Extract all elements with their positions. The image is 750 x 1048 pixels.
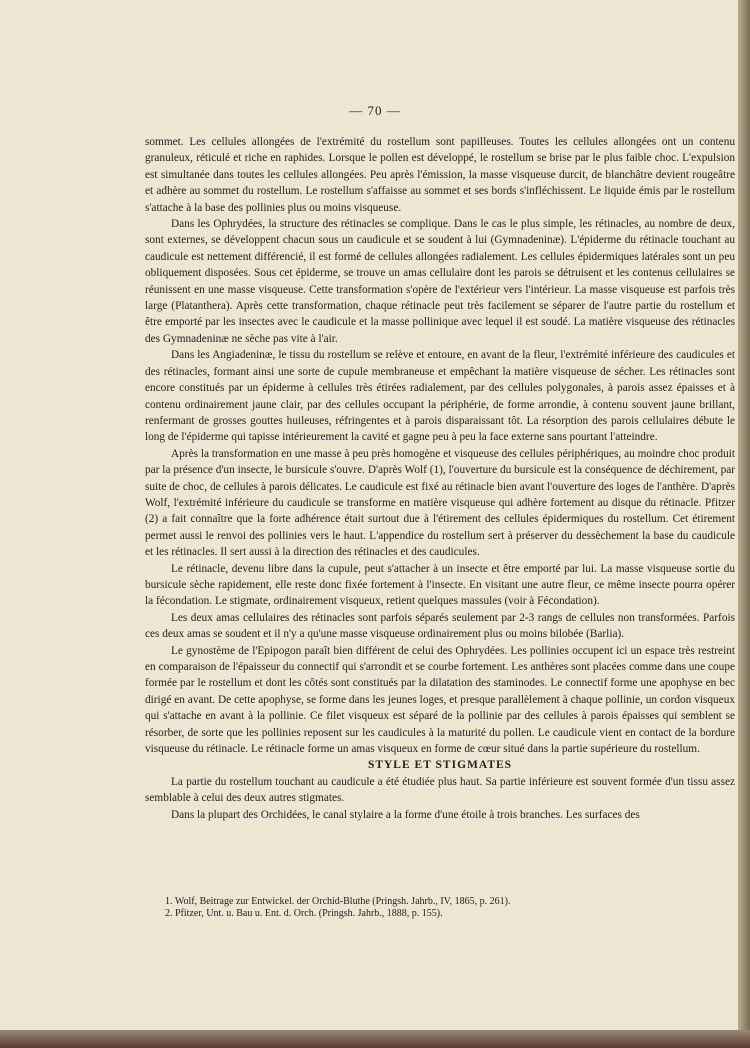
section-paragraph-1: La partie du rostellum touchant au caudicule a été étudiée plus haut. Sa partie inférieure est souvent formée d'un tissu assez semblable à celui des deux autres stigmates. — [145, 775, 735, 805]
paragraph-5: Le rétinacle, devenu libre dans la cupule, peut s'attacher à un insecte et être emporté par lui. La masse visqueuse sortie du bursicule sèche rapidement, elle reste donc fixée fortement à l'insecte. En visitant une autre fleur, ce même insecte pourra opérer la fécondation. Le stigmate, ordinairement visqueux, retient quelques massules (voir à Fécondation). — [145, 562, 735, 608]
footnote-1: 1. Wolf, Beitrage zur Entwickel. der Orchid-Bluthe (Pringsh. Jahrb., IV, 1865, p. 261). — [165, 896, 511, 907]
book-binding-edge — [738, 0, 750, 1048]
paragraph-3: Dans les Angiadeninæ, le tissu du rostellum se relève et entoure, en avant de la fleur, l'extrémité inférieure des caudicules et des rétinacles, formant ainsi une sorte de cupule membraneuse et empêchant la matière visqueuse de sécher. Les rétinacles sont encore constitués par un épiderme à cellules très étirées radialement, par des cellules polygonales, à parois assez épaisses et à contenu ordinairement jaune clair, par des cellules occupant la périphérie, de forme arrondie, à contenu souvent jaune brillant, renfermant de grosses gouttes huileuses, réfringentes et à parois disparaissant tôt. La résorption des parois cellulaires débute le long de l'épiderme qui tapisse intérieurement la cavité et gagne peu à peu la face externe sans pourtant l'atteindre. — [145, 349, 735, 444]
footnotes — [165, 896, 725, 920]
section-paragraph-2: Dans la plupart des Orchidées, le canal stylaire a la forme d'une étoile à trois branches. Les surfaces des — [171, 808, 640, 821]
paragraph-2: Dans les Ophrydées, la structure des rétinacles se complique. Dans le cas le plus simple, les rétinacles, au nombre de deux, sont externes, se développent chacun sous un caudicule et se soudent à lui (Gymnadeninæ). L'épiderme du rétinacle touchant au caudicule est nettement différencié, il est formé de cellules allongées radialement. Les cellules épidermiques latérales sont un peu obliquement disposées. Sous cet épiderme, se trouve un amas cellulaire dont les parois se détruisent et les contenus cellulaires se réunissent en une masse visqueuse. Cette transformation s'opère de l'extérieur vers l'intérieur. La masse visqueuse est parfois très large (Platanthera). Après cette transformation, chaque rétinacle peut très facilement se séparer de l'autre partie du rostellum et être emporté par les insectes avec le caudicule et la masse pollinique avec lequel il est soudé. La matière visqueuse des rétinacles des Gymnadeninæ ne sèche pas vite à l'air. — [145, 218, 735, 345]
footnote-2: 2. Pfitzer, Unt. u. Bau u. Ent. d. Orch. (Pringsh. Jahrb., 1888, p. 155). — [165, 908, 443, 919]
page-bottom-edge — [0, 1030, 750, 1048]
main-text — [145, 134, 735, 823]
paragraph-1: sommet. Les cellules allongées de l'extrémité du rostellum sont papilleuses. Toutes les cellules allongées ont un contenu granuleux, réticulé et riche en raphides. Lorsque le pollen est développé, le rostellum se brise par le plus faible choc. L'expulsion est simultanée dans toutes les cellules allongées. Peu après l'émission, la masse visqueuse durcit, de blanchâtre devient rougeâtre et adhère au sommet du rostellum. Le rostellum s'affaisse au sommet et ses bords s'infléchissent. Le liquide émis par le rostellum s'attache à la base des pollinies plus ou moins visqueuse. — [145, 136, 735, 214]
page-number: — 70 — — [349, 103, 401, 118]
paragraph-7: Le gynostème de l'Epipogon paraît bien différent de celui des Ophrydées. Les pollinies occupent ici un espace très restreint en comparaison de l'épaisseur du connectif qui s'arrondit et se courbe fortement. Les anthères sont placées comme dans une coupe formée par le rostellum et dont les côtés sont constitués par la dilatation des staminodes. Le connectif forme une apophyse en bec dirigé en avant. De cette apophyse, se forme dans les jeunes loges, et presque parallèlement à chaque pollinie, un cordon visqueux qui s'attache en avant à la pollinie. Ce filet visqueux est séparé de la pollinie par des cellules à parois épaisses qui semblent se résorber, de sorte que les pollinies reposent sur les caudicules à la maturité du pollen. Le caudicule vient en contact de la bordure visqueuse du rétinacle. Le rétinacle forme un amas visqueux en forme de cœur situé dans la partie supérieure du rostellum. — [145, 644, 735, 756]
paragraph-6: Les deux amas cellulaires des rétinacles sont parfois séparés seulement par 2-3 rangs de cellules non transformées. Parfois ces deux amas se soudent et il n'y a qu'une masse visqueuse ordinairement plus ou moins bilobée (Barlia). — [145, 611, 735, 641]
section-title: STYLE ET STIGMATES — [367, 759, 513, 772]
paragraph-4: Après la transformation en une masse à peu près homogène et visqueuse des cellules périphériques, au moindre choc produit par la présence d'un insecte, le bursicule s'ouvre. D'après Wolf (1), l'ouverture du bursicule est la conséquence de déchirement, par suite de choc, de cellules à parois délicates. Le caudicule est fixé au rétinacle bien avant l'ouverture des loges de l'anthère. D'après Wolf, l'extrémité inférieure du caudicule se transforme en matière visqueuse qui adhère fortement au disque du rétinacle. Pfitzer (2) a fait connaître que la forte adhérence était surtout due à l'étirement des cellules épidermiques du rostellum. Cet étirement permet aussi le renvoi des pollinies vers le haut. L'appendice du rostellum sert à préserver du dessèchement la base du caudicule et les rétinacles. Il sert aussi à la direction des rétinacles et des caudicules. — [145, 447, 735, 559]
